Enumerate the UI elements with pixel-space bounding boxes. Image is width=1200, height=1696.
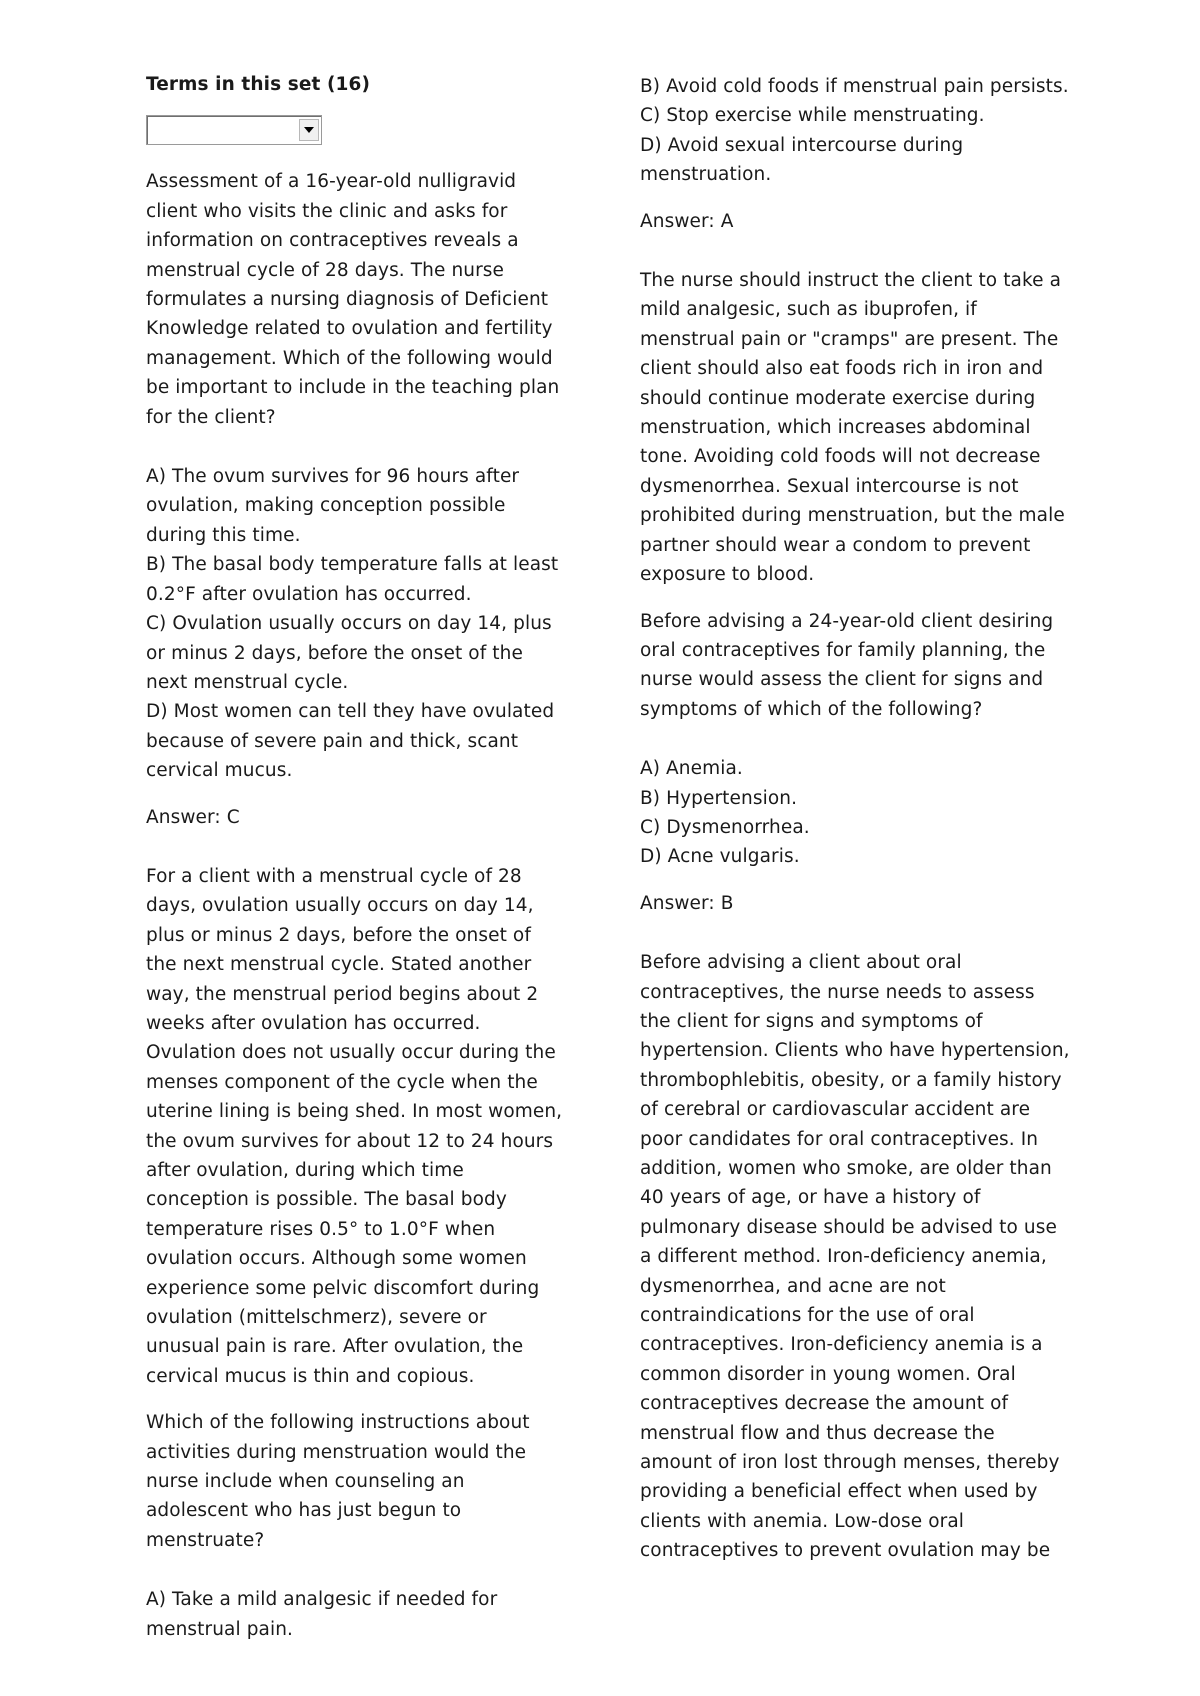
option-1d: D) Most women can tell they have ovulated because of severe pain and thick, scant cervical mucus.	[146, 701, 555, 782]
left-column	[146, 70, 566, 1644]
option-1c: C) Ovulation usually occurs on day 14, plus or minus 2 days, before the onset of the next menstrual cycle.	[146, 613, 552, 693]
set-title: Terms in this set (16)	[146, 74, 371, 95]
question-1: Assessment of a 16-year-old nulligravid client who visits the clinic and asks for information on contraceptives reveals a menstrual cycle of 28 days. The nurse formulates a nursing diagnosis of Deficient Knowledge related to ovulation and fertility management. Which of the following would be important to include in the teaching plan for the client?	[146, 171, 560, 428]
question-2: Which of the following instructions about activities during menstruation would the nurse include when counseling an adolescent who has just begun to menstruate?	[146, 1412, 530, 1551]
option-3b: B) Hypertension.	[640, 787, 798, 809]
option-3c: C) Dysmenorrhea.	[640, 816, 810, 838]
option-1a: A) The ovum survives for 96 hours after ovulation, making conception possible during this time.	[146, 466, 520, 546]
answer-1: Answer: C	[146, 806, 240, 828]
rationale-3: Before advising a client about oral contraceptives, the nurse needs to assess the client for signs and symptoms of hypertension. Clients who have hypertension, thrombophlebitis, obesity, or a family history of cerebral or cardiovascular accident are poor candidates for oral contraceptives. In addition, women who smoke, are older than 40 years of age, or have a history of pulmonary disease should be advised to use a different method. Iron-deficiency anemia, dysmenorrhea, and acne are not contraindications for the use of oral contraceptives. Iron-deficiency anemia is a common disorder in young women. Oral contraceptives decrease the amount of menstrual flow and thus decrease the amount of iron lost through menses, thereby providing a beneficial effect when used by clients with anemia. Low-dose oral contraceptives to prevent ovulation may be	[640, 952, 1070, 1562]
option-2b: B) Avoid cold foods if menstrual pain persists.	[640, 76, 1069, 97]
option-1b: B) The basal body temperature falls at least 0.2°F after ovulation has occurred.	[146, 554, 559, 605]
rationale-2: The nurse should instruct the client to take a mild analgesic, such as ibuprofen, if menstrual pain or "cramps" are present. The client should also eat foods rich in iron and should continue moderate exercise during menstruation, which increases abdominal tone. Avoiding cold foods will not decrease dysmenorrhea. Sexual intercourse is not prohibited during menstruation, but the male partner should wear a condom to prevent exposure to blood.	[640, 270, 1065, 586]
option-2d: D) Avoid sexual intercourse during menstruation.	[640, 134, 964, 186]
question-3: Before advising a 24-year-old client desiring oral contraceptives for family planning, the nurse would assess the client for signs and symptoms of which of the following?	[640, 610, 1054, 720]
option-3a: A) Anemia.	[640, 758, 743, 780]
answer-2: Answer: A	[640, 210, 734, 232]
chevron-down-icon[interactable]	[299, 119, 319, 141]
right-column	[640, 72, 1070, 1566]
answer-3: Answer: B	[640, 892, 734, 914]
option-2c: C) Stop exercise while menstruating.	[640, 105, 985, 127]
option-2a: A) Take a mild analgesic if needed for menstrual pain.	[146, 1589, 498, 1640]
terms-select[interactable]	[146, 115, 322, 145]
option-3d: D) Acne vulgaris.	[640, 846, 800, 868]
rationale-1: For a client with a menstrual cycle of 28 days, ovulation usually occurs on day 14, plus or minus 2 days, before the onset of the next menstrual cycle. Stated another way, the menstrual period begins about 2 weeks after ovulation has occurred. Ovulation does not usually occur during the menses component of the cycle when the uterine lining is being shed. In most women, the ovum survives for about 12 to 24 hours after ovulation, during which time conception is possible. The basal body temperature rises 0.5° to 1.0°F when ovulation occurs. Although some women experience some pelvic discomfort during ovulation (mittelschmerz), severe or unusual pain is rare. After ovulation, the cervical mucus is thin and copious.	[146, 865, 563, 1387]
